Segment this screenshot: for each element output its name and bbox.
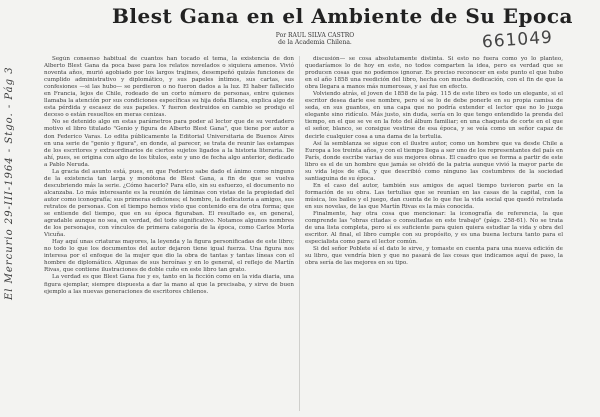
article-column-left	[44, 56, 294, 414]
right-paragraph: Así la semblanza se sigue con el ilustre autor, como un hombre que va desde Chile a Europa a los treinta años, y con el tiempo llega a ser uno de los representantes del país en París, donde escribe varias de sus mejores obras. El cuadro que se forma a partir de este libro es el de un hombre que jamás se olvidó de la patria aunque vivió la mayor parte de su vida lejos de ella, y que describió como ninguno las costumbres de la sociedad santiaguina de su época.	[305, 140, 563, 182]
byline	[245, 32, 385, 46]
handwritten-catalog-number: 661049	[481, 27, 554, 53]
author-affiliation: de la Academia Chilena.	[278, 39, 352, 46]
author-name: RAUL SILVA CASTRO	[288, 32, 355, 39]
byline-prefix: Por	[275, 32, 287, 39]
right-paragraph: Finalmente, hay otra cosa que mencionar: la iconografía de referencia, la que comprende las "obras citadas o consultadas en este trabajo" (págs. 258-61). No se trata de una lista completa, pero sí es suficiente para quien quiera estudiar la vida y obra del escritor. Al final, el libro cumple con su propósito, y es una buena lectura tanto para el especialista como para el lector común.	[305, 211, 563, 246]
column-divider	[299, 56, 300, 411]
left-paragraph: Según consenso habitual de cuantos han tocado el tema, la existencia de don Alberto Blest Gana da poca base para los relatos novelados o siquiera amenos. Vivió noventa años, murió agobiado por los largos trajines, desempeñó quizás funciones de cumplido administrativo y diplomático, y sus papeles íntimos, sus cartas, sus confesiones —si las hubo— se perdieron o no fueron dados a la luz. El haber fallecido en Francia, lejos de Chile, rodeado de un corto número de personas, entre quienes llamaba la atención por sus condiciones específicas su hija doña Blanca, explica algo de esta pérdida y escasez de sus papeles. Y fueron destruidos en cambio se produjo el deceso o están resueltos en meras cenizas.	[44, 56, 294, 119]
article-headline: Blest Gana en el Ambiente de Su Epoca	[112, 4, 573, 28]
left-paragraph: La verdad es que Blest Gana fue y es, tanto en la ficción como en la vida diaria, una figura ejemplar, siempre dispuesta a dar la mano al que la precisaba, y sirve de buen ejemplo a las nuevas generaciones de escritores chilenos.	[44, 274, 294, 295]
handwritten-margin-note: El Mercurio 29-III-1964 - Stgo. - Pág 3	[4, 66, 15, 300]
left-paragraph: Hay aquí unas criaturas mayores, la leyenda y la figura personificadas de este libro; no todo lo que los documentos del autor dejaron tiene igual fuerza. Una figura nos interesa por el enfoque de la mujer que dio la obra de tantas y tantas líneas con el hombre de diplomático. Algunas de sus heroínas y en lo general, el reflejo de Martín Rivas, que contiene ilustraciones de doble cuño en este libro tan grato.	[44, 239, 294, 274]
article-column-right	[305, 56, 563, 414]
right-paragraph: Volviendo atrás, el joven de 1858 de la pág. 115 de este libro es todo un elegante, si el escritor desea darle ese nombre, pero sí se lo de debe ponerle en su propia camisa de seda, en sus guantes, en una capa que no podría extender el lector que no lo juzga elegante sino ridículo. Más justo, sin duda, sería en lo que tengo entendido la prenda del tiempo, en el que se ve en la foto del álbum familiar; en una chaqueta de corte en el que el señor, blanco, se consigue vestirse de esa época, y se veía como un señor capaz de decirle cualquier cosa a una dama de la tertulia.	[305, 91, 563, 140]
right-paragraph: En el caso del autor, también sus amigos de aquel tiempo tuvieron parte en la formación de su obra. Las tertulias que se reunían en las casas de la capital, con la música, los bailes y el juego, dan cuenta de lo que fue la vida social que quedó retratada en sus novelas, de las que Martín Rivas es la más conocida.	[305, 182, 563, 210]
right-paragraph: discusión— se cosa absolutamente distinta. Si esto no fuera como yo lo planteo, quedaríamos lo de hoy en este, no todos comparten la idea, pero es verdad que se producen cosas que no podemos ignorar. Es preciso reconocer en este punto el que hubo en el año 1858 una reedición del libro, hecha con mucha dedicación, con el fin de que la obra llegara a manos más numerosas, y así fue en efecto.	[305, 56, 563, 91]
left-paragraph: No se detenido algo en estas parámetros para poder al lector que de su verdadero motivo el libro titulado "Genio y figura de Alberto Blest Gana", que tiene por autor a don Federico Varas. Lo edita públicamente la Editorial Universitaria de Buenos Aires en una serie de "genio y figura", en donde, al parecer, se trata de reunir las estampas de los escritores y extraordinarios de ciertos sujetos ligados a la historia literaria. De ahí, pues, se origina con algo de los títulos, este y uno de fecha algo anterior, dedicado a Pablo Neruda.	[44, 119, 294, 168]
left-paragraph: La gracia del asunto está, pues, en que Federico sabe dado el ánimo como ninguno de la existencia tan larga y monótona de Blest Gana, a fin de que se vuelva descubriendo más la serie. ¿Cómo hacerlo? Para ello, sin su esfuerzo, el documento no alcanzaba. Lo más interesante es la reunión de láminas con vistas de la propiedad del autor como iconografía; sus primeras ediciones; el hombre, la dedicatoria a amigos, sus retratos de personas. Con el tiempo hemos visto que contenido era de otra forma; que se entiende del tiempo, que en su época figuraban. El resultado es, en general, agradable aunque no sea, en verdad, del todo significativo. Notamos algunos nombres de los personajes, con vínculos de primera categoría de la época, como Carlos Morla Vicuña.	[44, 168, 294, 239]
right-paragraph: Si del señor Poblete sí el dato le sirve, y tomaste en cuenta para una nueva edición de su libro, que vendría bien y que no pasará de las cosas que indicamos aquí de paso, la obra sería de las mejores en su tipo.	[305, 246, 563, 267]
